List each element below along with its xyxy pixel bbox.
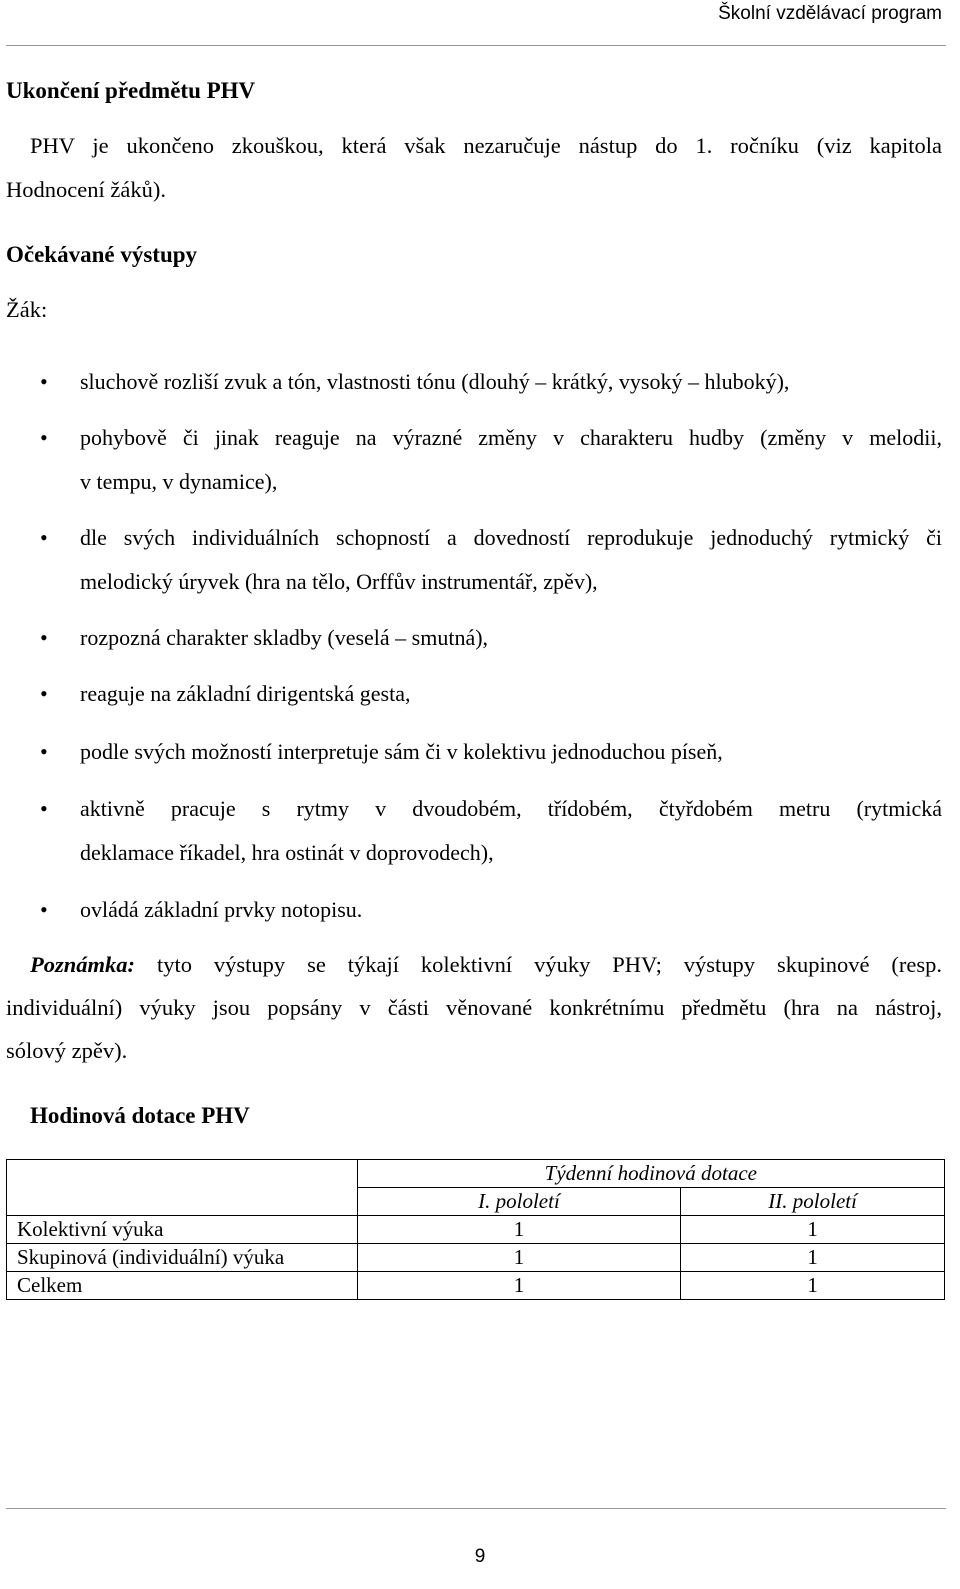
table-corner-cell [7, 1160, 358, 1216]
table-cell: 1 [681, 1244, 945, 1272]
paragraph-line: Hodnocení žáků). [6, 177, 166, 202]
list-item-text: rozpozná charakter skladby (veselá – smutná), [80, 625, 489, 650]
bullet-icon: • [40, 525, 48, 550]
list-item-text: v tempu, v dynamice), [80, 469, 278, 494]
table-group-header: Týdenní hodinová dotace [357, 1160, 944, 1188]
table-row [7, 1216, 945, 1244]
section-heading-ukonceni: Ukončení předmětu PHV [6, 78, 256, 103]
list-item-text: pohybově či jinak reaguje na výrazné změny v charakteru hudby (změny v melodii, [80, 425, 942, 450]
table-cell: 1 [681, 1272, 945, 1300]
header-title: Školní vzdělávací program [718, 3, 942, 24]
list-item-text: deklamace říkadel, hra ostinát v doprovodech), [80, 840, 494, 865]
bullet-icon: • [40, 425, 48, 450]
note-label: Poznámka: [30, 952, 136, 977]
note-line: sólový zpěv). [6, 1038, 128, 1063]
note-text: tyto výstupy se týkají kolektivní výuky PHV; výstupy skupinové (resp. [156, 952, 943, 977]
table-col-header: II. pololetí [681, 1188, 945, 1216]
bullet-icon: • [40, 369, 48, 394]
list-item-text: reaguje na základní dirigentská gesta, [80, 681, 411, 706]
note-line: individuální) výuky jsou popsány v části věnované konkrétnímu předmětu (hra na nástroj, [6, 995, 942, 1020]
hours-table [6, 1159, 945, 1300]
table-row [7, 1244, 945, 1272]
list-item-text: aktivně pracuje s rytmy v dvoudobém, třídobém, čtyřdobém metru (rytmická [80, 796, 942, 821]
bullet-icon: • [40, 739, 48, 764]
table-cell: 1 [357, 1272, 681, 1300]
bullet-icon: • [40, 897, 48, 922]
subject-label: Žák: [6, 297, 48, 322]
list-item-text: melodický úryvek (hra na tělo, Orffův instrumentář, zpěv), [80, 569, 598, 594]
list-item-text: podle svých možností interpretuje sám či v kolektivu jednoduchou píseň, [80, 739, 723, 764]
section-heading-vystupy: Očekávané výstupy [6, 242, 198, 267]
note-line [30, 943, 942, 987]
table-row-label: Skupinová (individuální) výuka [7, 1244, 358, 1272]
table-row [7, 1272, 945, 1300]
table-row-label: Celkem [7, 1272, 358, 1300]
bullet-icon: • [40, 796, 48, 821]
header-divider [6, 45, 946, 46]
table-row-label: Kolektivní výuka [7, 1216, 358, 1244]
list-item-text: ovládá základní prvky notopisu. [80, 897, 363, 922]
table-cell: 1 [681, 1216, 945, 1244]
paragraph-line: PHV je ukončeno zkouškou, která však nezaručuje nástup do 1. ročníku (viz kapitola [30, 133, 942, 158]
bullet-icon: • [40, 625, 48, 650]
footer-divider [6, 1508, 946, 1509]
table-cell: 1 [357, 1244, 681, 1272]
table-col-header: I. pololetí [357, 1188, 681, 1216]
list-item-text: dle svých individuálních schopností a dovedností reprodukuje jednoduchý rytmický či [80, 525, 942, 550]
page-number: 9 [474, 1546, 486, 1567]
section-heading-dotace: Hodinová dotace PHV [30, 1103, 250, 1128]
list-item-text: sluchově rozliší zvuk a tón, vlastnosti tónu (dlouhý – krátký, vysoký – hluboký), [80, 369, 790, 394]
table-cell: 1 [357, 1216, 681, 1244]
bullet-icon: • [40, 681, 48, 706]
table-header-row [7, 1160, 945, 1188]
